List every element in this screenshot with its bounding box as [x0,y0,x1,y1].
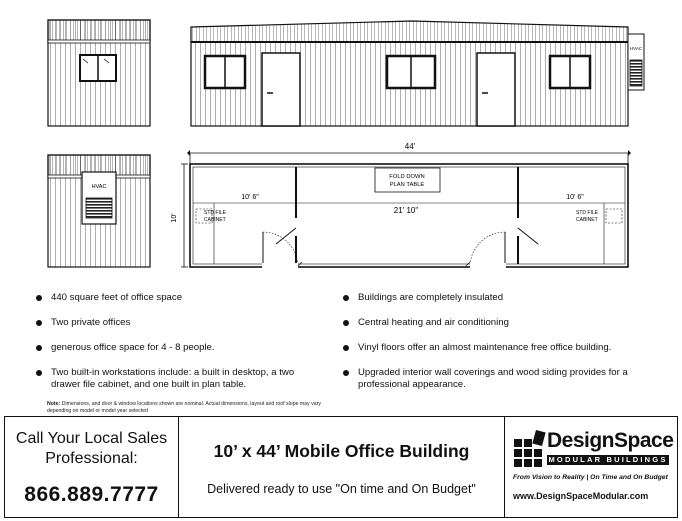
feature-item: Upgraded interior wall coverings and wood siding provides for a professional appearance. [343,367,643,391]
end-elevation-window-side [48,20,150,126]
file-cabinet-right-1: STD FILE [576,210,598,216]
file-cabinet-left-2: CABINET [204,217,226,223]
width-dimension: 10' [171,213,178,223]
brand-subtitle: MODULAR BUILDINGS [548,455,668,464]
plan-table-label-2: PLAN TABLE [389,182,425,188]
designspace-logo-icon [512,429,546,473]
feature-item: Two private offices [36,317,326,329]
office-right-dimension: 10' 6" [566,194,584,201]
feature-item: Two built-in workstations include: a built in desktop, a two drawer file cabinet, and one built in plan table. [36,367,326,391]
brand-block [505,417,677,517]
note-text: Dimensions, and door & window locations shown are nominal. Actual dimensions, layout and roof slope may vary depending on model or model year selected [47,401,321,414]
office-left-dimension: 10' 6" [241,194,259,201]
feature-item: generous office space for 4 - 8 people. [36,342,326,354]
features-right-list [343,292,643,404]
sales-contact [5,417,179,517]
overall-length-dimension: 44' [404,142,416,151]
call-line-2: Professional: [45,450,138,467]
brand-website-link[interactable]: www.DesignSpaceModular.com [513,491,649,501]
open-area-dimension: 21' 10" [393,206,419,215]
features-left-list [36,292,326,404]
hvac-end-label: HVAC [91,184,107,190]
plan-table-label-1: FOLD DOWN [389,174,425,180]
call-line-1: Call Your Local Sales [15,430,168,447]
side-elevation [191,21,644,126]
feature-item: 440 square feet of office space [36,292,326,304]
feature-item: Vinyl floors offer an almost maintenance free office building. [343,342,643,354]
feature-item: Central heating and air conditioning [343,317,643,329]
note-label: Note: [47,401,61,407]
dimensions-note [47,401,337,415]
feature-item: Buildings are completely insulated [343,292,643,304]
hvac-side-label: HVAC [629,46,643,51]
brand-slogan: From Vision to Reality | On Time and On Budget [513,474,668,481]
product-tagline: Delivered ready to use "On time and On Budget" [207,482,476,496]
product-title-block [179,417,505,517]
product-title: 10’ x 44’ Mobile Office Building [213,441,470,461]
footer-bar [4,416,678,518]
file-cabinet-left-1: STD FILE [204,210,226,216]
file-cabinet-right-2: CABINET [576,217,598,223]
phone-number[interactable]: 866.889.7777 [24,483,159,506]
brand-name: DesignSpace [547,429,674,452]
floor-plan [171,142,631,269]
end-elevation-hvac-side [48,155,150,267]
